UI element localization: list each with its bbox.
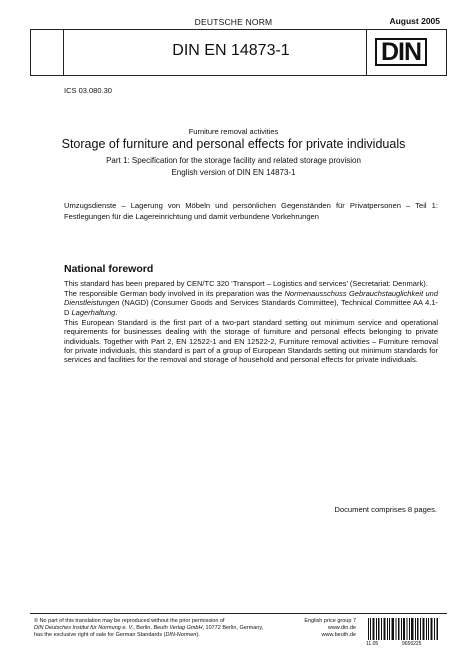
copyright-line-3-a: has the exclusive right of sale for German Standards ( (34, 632, 166, 638)
title-version: English version of DIN EN 14873-1 (171, 168, 296, 177)
header-right-rule (446, 29, 447, 75)
foreword-p2-text-b: (NAGD) (Consumer Goods and Services Standards Committee), Technical Committee AA 4.1-D (64, 298, 438, 317)
foreword-paragraph-1: This standard has been prepared by CEN/TC 320 ‘Transport – Logistics and services’ (Secretariat: Denmark). (64, 279, 428, 288)
copyright-line-1: © No part of this translation may be reproduced without the prior permission of (34, 618, 225, 624)
barcode-image (368, 618, 438, 640)
copyright-end: , 10772 Berlin, Germany, (202, 625, 264, 631)
web-beuth-link[interactable]: www.beuth.de (321, 632, 356, 638)
national-foreword-heading: National foreword (64, 263, 154, 275)
ics-code: ICS 03.080.30 (64, 86, 112, 95)
copyright-line-2 (34, 625, 334, 632)
copyright-din-normen: DIN-Normen (165, 632, 197, 638)
header-inner-left-rule (63, 29, 64, 75)
barcode-date: 11.05 (366, 641, 379, 647)
copyright-din: DIN Deutsches Institut für Normung e. V. (34, 625, 134, 631)
header-bottom-rule (30, 75, 447, 76)
document-number: DIN EN 14873-1 (172, 42, 290, 59)
foreword-p2-committee-name: Normenausschuss Gebrauchstauglichkeit und Dienstleistungen (64, 289, 438, 308)
foreword-p2-committee-short: Lagerhaltung (71, 307, 116, 317)
price-and-web (298, 618, 356, 639)
footer-rule (30, 613, 447, 614)
foreword-paragraph-3: This European Standard is the first part of a two-part standard setting out minimum service and operational requirements for businesses dealing with the storage of furniture and personal effects belonging to private individuals. Together with Part 2, EN 12522-1 and EN 12522-2, Furniture removal activities – Furniture removal for private individuals, this standard is part of a group of European Standards setting out minimum standards for services and facilities for the removal and storage of household and personal effects for private individuals. (64, 318, 438, 365)
foreword-p2-text-c: . (115, 307, 118, 317)
title-small: Furniture removal activities (188, 127, 279, 136)
page-count: Document comprises 8 pages. (334, 505, 437, 514)
copyright-mid: , Berlin. (133, 625, 154, 631)
header-top-rule (30, 29, 447, 30)
publication-date: August 2005 (389, 16, 440, 26)
norm-label: DEUTSCHE NORM (194, 17, 273, 27)
copyright-line-3-end: ). (196, 632, 200, 638)
web-din-link[interactable]: www.din.de (327, 625, 356, 631)
copyright-notice (34, 618, 334, 639)
foreword-paragraph-2 (64, 289, 438, 317)
price-group: English price group 7 (304, 618, 356, 624)
foreword-p2-text-a: The responsible German body involved in its preparation was the (64, 289, 285, 298)
copyright-beuth: Beuth Verlag GmbH (153, 625, 203, 631)
german-title: Umzugsdienste – Lagerung von Möbeln und persönlichen Gegenständen für Privatpersonen – Teil 1: Festlegungen für die Lagereinrichtung und damit verbundene Vorkehrungen (64, 201, 438, 221)
barcode-number: 9656225 (402, 641, 422, 647)
header-left-rule (30, 29, 31, 75)
title-main: Storage of furniture and personal effects for private individuals (61, 137, 406, 151)
din-logo-text: DIN (380, 38, 422, 66)
title-part: Part 1: Specification for the storage facility and related storage provision (106, 156, 361, 165)
copyright-line-3 (34, 632, 334, 639)
